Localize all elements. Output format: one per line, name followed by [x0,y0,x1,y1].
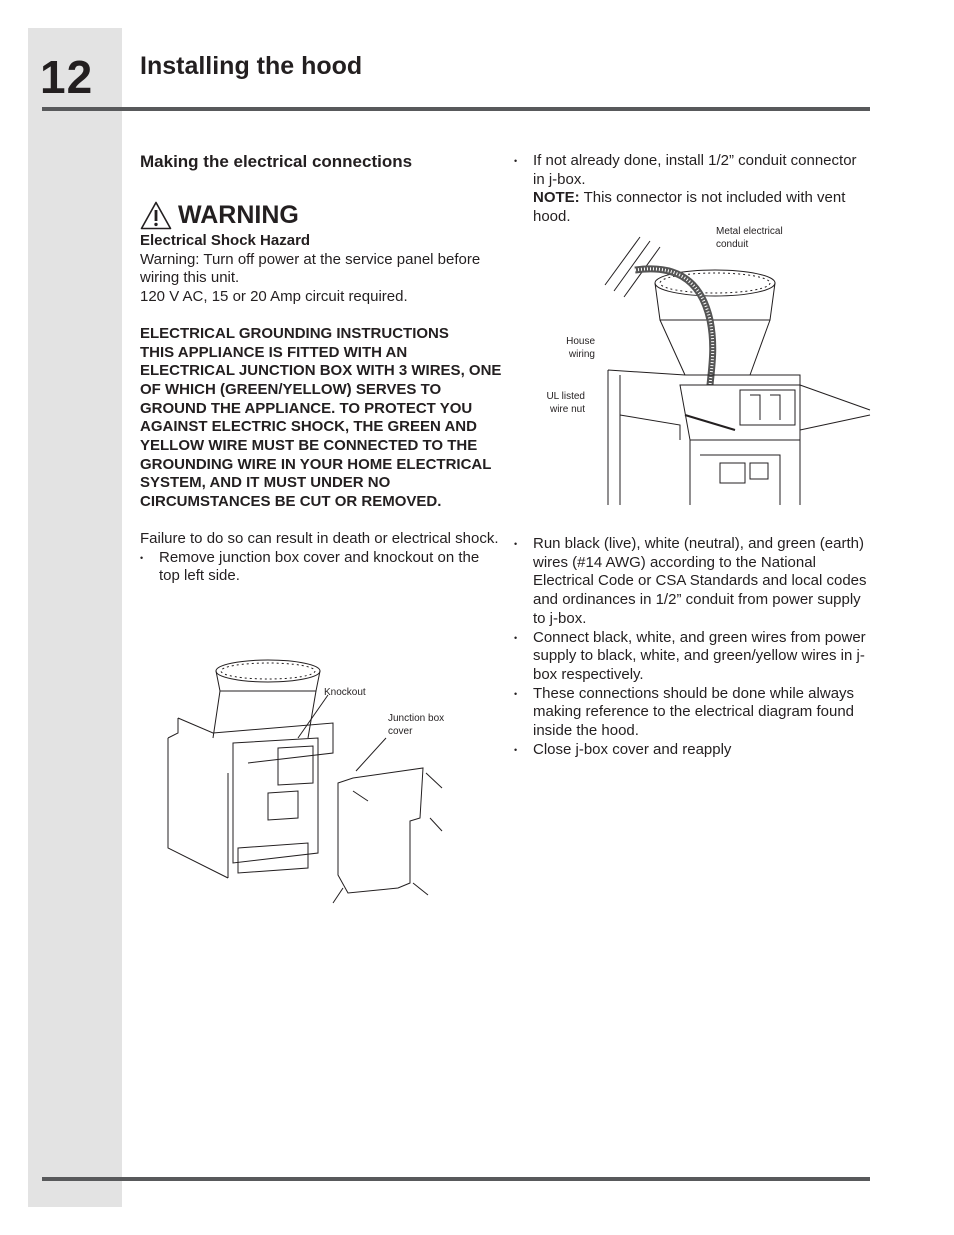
page-margin-band [28,28,122,1207]
note-text: This connector is not included with vent hood. [533,189,846,226]
warning-heading [140,200,502,230]
warning-triangle-icon [140,201,172,230]
junction-box-diagram [158,653,448,908]
list-item [514,152,870,227]
left-column [140,150,502,586]
grounding-text: THIS APPLIANCE IS FITTED WITH AN ELECTRICAL JUNCTION BOX WITH 3 WIRES, ONE OF WHICH (GREEN/YELLOW) SERVES TO GROUND THE APPLIANCE. TO PROTECT YOU AGAINST ELECTRIC SHOCK, THE GREEN AND YELLOW WIRE MUST BE CONNECTED TO THE GROUNDING WIRE IN YOUR HOME ELECTRICAL SYSTEM, AND IT MUST UNDER NO CIRCUMSTANCES BE CUT OR REMOVED. [140,343,502,511]
list-item: • Connect black, white, and green wires from power supply to black, white, and green/yellow wires in j-box respectively. [514,629,870,685]
left-bullet-list [140,549,502,586]
label-house-wiring: House wiring [566,336,595,360]
page-title: Installing the hood [140,52,363,80]
header-rule [42,107,870,111]
label-knockout: Knockout [324,687,366,698]
label-metal-conduit: Metal electrical conduit [716,226,783,250]
note-label: NOTE: [533,189,580,207]
list-item: • These connections should be done while always making reference to the electrical diagram found inside the hood. [514,685,870,741]
hazard-line-1: Warning: Turn off power at the service panel before wiring this unit. [140,250,481,287]
right-bullet-list-top [514,152,870,227]
label-ul-wire-nut: UL listed wire nut [546,391,585,415]
list-item: • Run black (live), white (neutral), and green (earth) wires (#14 AWG) according to the National Electrical Code or CSA Standards and local codes and ordinances in 1/2” conduit from power supply to j-box. [514,535,870,629]
footer-rule [42,1177,870,1181]
warning-word: WARNING [178,201,299,229]
hazard-line-2: 120 V AC, 15 or 20 Amp circuit required. [140,288,408,306]
page-number: 12 [40,51,94,103]
grounding-title: ELECTRICAL GROUNDING INSTRUCTIONS [140,324,449,342]
list-item: • Remove junction box cover and knockout on the top left side. [140,549,502,586]
failure-text: Failure to do so can result in death or electrical shock. [140,529,499,547]
section-title: Making the electrical connections [140,152,413,171]
hazard-title: Electrical Shock Hazard [140,232,311,249]
right-bullet-list [514,535,870,759]
right-column-bottom [514,535,870,759]
bullet-text: If not already done, install 1/2” conduit connector in j-box. [533,152,857,188]
conduit-diagram [600,225,875,507]
list-item: • Close j-box cover and reapply [514,741,870,760]
label-junction-box-cover: Junction box cover [388,713,445,737]
right-column-top [514,152,870,227]
